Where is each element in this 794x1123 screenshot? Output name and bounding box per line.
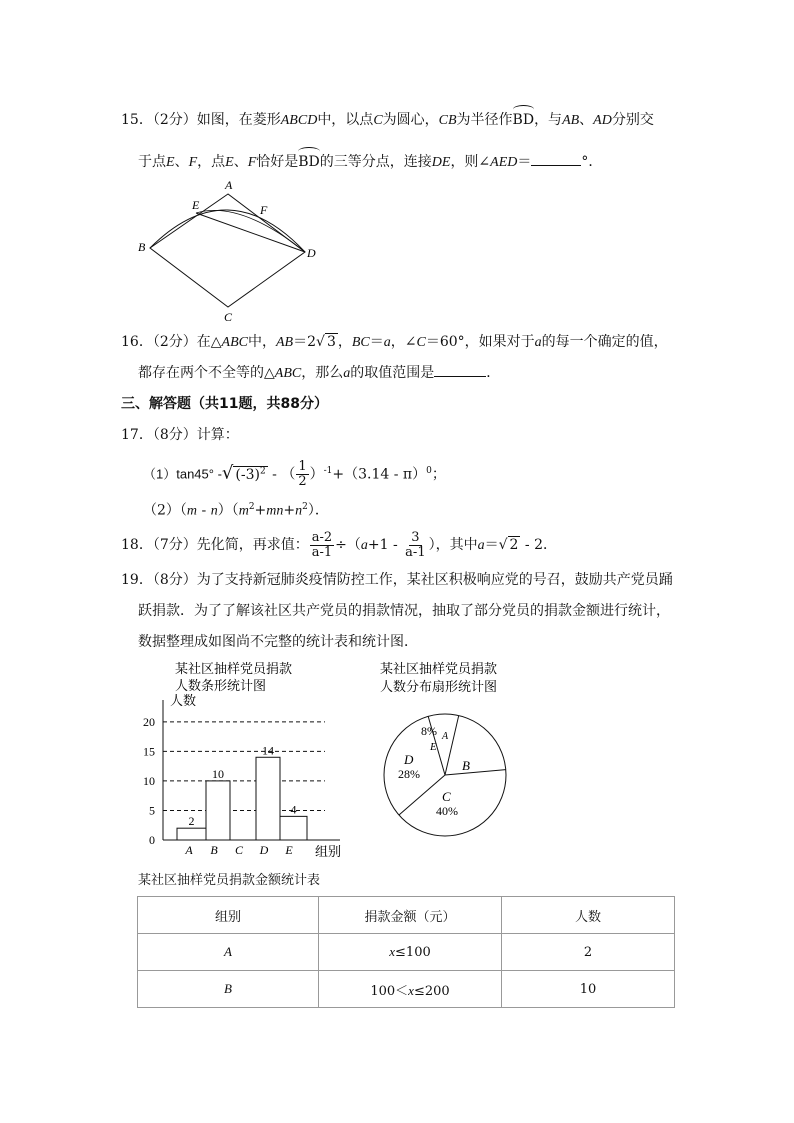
label-f: F <box>260 203 268 217</box>
arc-bd-shape <box>150 210 305 252</box>
label-a: A <box>225 178 233 192</box>
answer-blank-15 <box>531 151 581 166</box>
bar-value-label: 14 <box>262 743 274 758</box>
q17-part1: （1）tan45° -√ $(-3)^2$ - （ $\frac{1}{2}$ ）$^{-1}$+（3.14 - π）$^0$； <box>143 459 446 490</box>
table-header <box>138 897 675 934</box>
pie-percent-D: 28% <box>398 767 420 781</box>
bar-chart-title-1: 某社区抽样党员捐款 <box>175 661 293 676</box>
label-d: D <box>307 246 316 260</box>
q16-line2: 都存在两个不全等的△ABC，那么a的取值范围是 ． <box>138 362 500 384</box>
q19-line2: 跃捐款．为了了解该社区共产党员的捐款情况，抽取了部分党员的捐款金额进行统计， <box>138 603 670 619</box>
q19-line3: 数据整理成如图尚不完整的统计表和统计图． <box>138 634 418 650</box>
pie-label-C: C <box>442 789 451 804</box>
label-e: E <box>192 198 200 212</box>
y-tick-label: 15 <box>143 744 155 759</box>
y-tick-label: 10 <box>143 773 155 788</box>
bar-B <box>206 781 230 840</box>
label-b: B <box>138 240 146 254</box>
header-count: 人数 <box>502 897 675 934</box>
bar-value-label: 2 <box>188 814 195 829</box>
cell-group: B <box>138 971 319 1008</box>
bar-chart <box>135 660 360 860</box>
pie-label-D: D <box>404 752 414 767</box>
cell-group: A <box>138 934 319 971</box>
y-tick-label: 5 <box>149 803 155 818</box>
pie-label-E: E <box>430 741 437 753</box>
table-title: 某社区抽样党员捐款金额统计表 <box>138 873 321 888</box>
sqrt-symbol: √ <box>316 334 325 350</box>
label-c: C <box>224 310 233 324</box>
cell-count: 2 <box>502 934 675 971</box>
bar-chart-ylabel: 人数 <box>170 693 197 708</box>
fraction-1: $\frac{a-2}{a-1}$ <box>311 529 333 560</box>
pie-marks <box>384 714 506 836</box>
answer-blank-16 <box>434 362 486 377</box>
pie-chart <box>370 660 530 845</box>
header-amount: 捐款金额（元） <box>319 897 502 934</box>
x-tick-label: B <box>210 843 218 857</box>
arc-bd-2: BD <box>298 154 320 170</box>
pie-label-A: A <box>442 731 449 742</box>
arc-bd: BD <box>512 112 535 128</box>
fraction-2: $\frac{3}{a-1}$ <box>405 529 426 560</box>
cell-amount: 100＜x≤200 <box>319 971 502 1008</box>
pie-percent-E: 8% <box>421 724 437 738</box>
pie-chart-title-1: 某社区抽样党员捐款 <box>380 661 498 676</box>
section-title: 三、解答题（共11题，共88分） <box>121 396 328 412</box>
q17-part2: $(2)(m - n)(m^2+mn+n^2)$． <box>143 502 329 519</box>
q15-line1: 15．（2分）如图，在菱形ABCD中，以点C为圆心，CB为半径作BD，与AB、AD分别交 <box>121 112 654 128</box>
pie-label-B: B <box>462 758 470 773</box>
bar-value-label: 10 <box>212 766 224 781</box>
q16-line1: 16．（2分）在△ABC中，AB＝2√ 3 ，BC＝a，∠C＝60°，如果对于a的每一个确定的值， <box>121 334 668 350</box>
bar-chart-xlabel: 组别 <box>315 844 342 859</box>
q17-title: 17．（8分）计算： <box>121 427 239 443</box>
bar-A <box>177 828 206 840</box>
q18: 18．（7分）先化简，再求值： $\frac{a-2}{a-1}$ ÷（a+1 - $\frac{3}{a-1}$ ），其中a＝√ 2 - 2． <box>121 529 557 560</box>
fraction-half: $\frac{1}{2}$ <box>298 459 307 490</box>
rhombus-diagram <box>130 175 330 325</box>
pie-percent-C: 40% <box>436 804 458 818</box>
x-tick-label: C <box>234 843 244 857</box>
donation-table <box>137 896 675 1008</box>
sqrt-symbol: √ <box>498 537 508 553</box>
q19-line1: 19．（8分）为了支持新冠肺炎疫情防控工作，某社区积极响应党的号召，鼓励共产党员踊 <box>121 572 673 588</box>
x-tick-label: E <box>285 843 293 857</box>
x-tick-label: D <box>259 843 269 857</box>
header-group: 组别 <box>138 897 319 934</box>
pie-chart-title-2: 人数分布扇形统计图 <box>380 679 498 694</box>
table-row <box>138 971 675 1008</box>
y-tick-label: 20 <box>143 714 155 729</box>
bar-chart-title-2: 人数条形统计图 <box>175 678 267 693</box>
y-tick-label: 0 <box>149 833 155 847</box>
bar-value-label: 4 <box>290 802 297 817</box>
bar-E <box>280 816 307 840</box>
rhombus-abcd <box>150 194 305 307</box>
segment-de <box>196 213 305 252</box>
bar-D <box>256 757 280 840</box>
cell-amount: x≤100 <box>319 934 502 971</box>
x-tick-label: A <box>185 843 193 857</box>
q15-line2: 于点E、F，点E、F恰好是BD的三等分点，连接DE，则∠AED＝ °． <box>138 151 602 173</box>
cell-count: 10 <box>502 971 675 1008</box>
sqrt-symbol: √ <box>221 462 234 484</box>
table-row <box>138 934 675 971</box>
